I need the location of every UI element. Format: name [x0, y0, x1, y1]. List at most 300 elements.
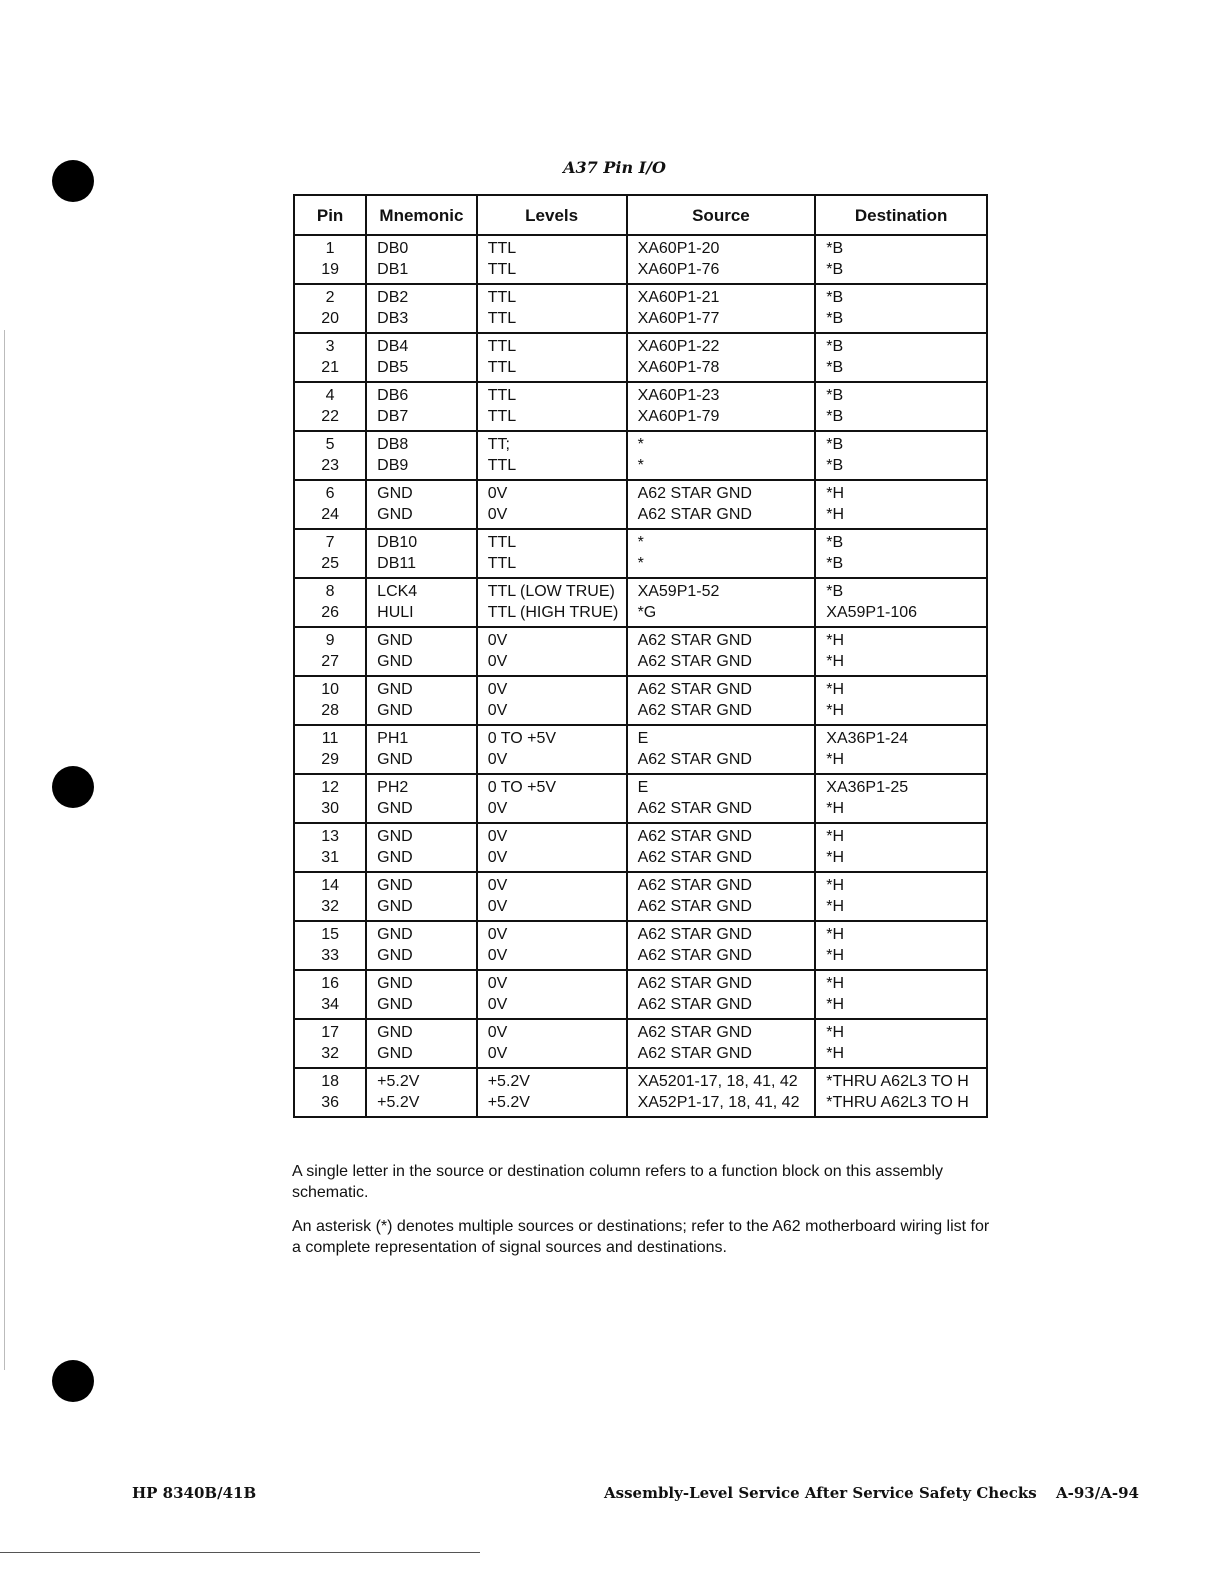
cell-source [627, 872, 816, 921]
cell-destination [815, 284, 987, 333]
cell-destination [815, 431, 987, 480]
source-value: XA59P1-52 [637, 583, 720, 600]
source-value: A62 STAR GND [637, 926, 752, 943]
levels-value: 0V [487, 506, 508, 523]
cell-source [627, 333, 816, 382]
destination-value: *H [826, 996, 845, 1013]
destination-value: *B [826, 457, 844, 474]
source-value: A62 STAR GND [637, 702, 752, 719]
mnemonic-value: DB0 [377, 240, 409, 257]
bottom-rule [0, 1552, 480, 1553]
cell-levels [477, 921, 627, 970]
cell-mnemonic [366, 284, 477, 333]
pin-value: 11 [321, 730, 339, 747]
table-title: A37 Pin I/O [563, 158, 666, 177]
mnemonic-value: PH1 [377, 730, 409, 747]
cell-levels [477, 382, 627, 431]
source-value: A62 STAR GND [637, 632, 752, 649]
mnemonic-value: DB2 [377, 289, 409, 306]
table-row [294, 823, 987, 872]
mnemonic-value: GND [377, 681, 413, 698]
note-asterisk: An asterisk (*) denotes multiple sources or destinations; refer to the A62 motherboard wiring list for a complete representation of signal sources and destinations. [292, 1218, 990, 1256]
levels-value: TTL [487, 261, 517, 278]
footer-section-title: Assembly-Level Service After Service Safety Checks [604, 1484, 1037, 1502]
destination-value: *H [826, 506, 845, 523]
levels-value: TTL [487, 457, 517, 474]
source-value: A62 STAR GND [637, 996, 752, 1013]
cell-pin [294, 627, 366, 676]
pin-value: 3 [325, 338, 335, 355]
levels-value: 0 TO +5V [487, 779, 557, 796]
mnemonic-value: PH2 [377, 779, 409, 796]
cell-source [627, 431, 816, 480]
pin-value: 29 [321, 751, 339, 768]
levels-value: 0V [487, 632, 508, 649]
pin-value: 12 [321, 779, 339, 796]
cell-pin [294, 1068, 366, 1117]
pin-value: 33 [321, 947, 339, 964]
destination-value: *H [826, 632, 845, 649]
table-row [294, 1068, 987, 1117]
pin-value: 21 [321, 359, 339, 376]
header-levels: Levels [477, 195, 627, 235]
pin-value: 8 [325, 583, 335, 600]
levels-value: 0V [487, 877, 508, 894]
source-value: A62 STAR GND [637, 877, 752, 894]
cell-pin [294, 1019, 366, 1068]
pin-value: 34 [321, 996, 339, 1013]
cell-source [627, 627, 816, 676]
cell-mnemonic [366, 921, 477, 970]
levels-value: TTL [487, 555, 517, 572]
table-row [294, 970, 987, 1019]
cell-pin [294, 235, 366, 284]
pin-value: 6 [325, 485, 335, 502]
cell-pin [294, 872, 366, 921]
mnemonic-value: DB1 [377, 261, 409, 278]
pin-value: 32 [321, 898, 339, 915]
destination-value: XA59P1-106 [826, 604, 918, 621]
levels-value: 0V [487, 653, 508, 670]
cell-mnemonic [366, 676, 477, 725]
pin-value: 36 [321, 1094, 339, 1111]
levels-value: TTL [487, 408, 517, 425]
source-value: A62 STAR GND [637, 506, 752, 523]
source-value: A62 STAR GND [637, 751, 752, 768]
source-value: E [637, 779, 649, 796]
destination-value: *H [826, 702, 845, 719]
cell-levels [477, 480, 627, 529]
source-value: * [637, 534, 644, 551]
mnemonic-value: DB9 [377, 457, 409, 474]
cell-source [627, 676, 816, 725]
cell-levels [477, 970, 627, 1019]
cell-mnemonic [366, 627, 477, 676]
pin-value: 9 [325, 632, 335, 649]
cell-levels [477, 1068, 627, 1117]
cell-destination [815, 872, 987, 921]
pin-value: 13 [321, 828, 339, 845]
pin-value: 10 [321, 681, 339, 698]
cell-mnemonic [366, 823, 477, 872]
mnemonic-value: DB3 [377, 310, 409, 327]
cell-levels [477, 235, 627, 284]
levels-value: 0V [487, 1045, 508, 1062]
cell-source [627, 284, 816, 333]
levels-value: +5.2V [487, 1094, 530, 1111]
mnemonic-value: GND [377, 975, 413, 992]
destination-value: *B [826, 555, 844, 572]
levels-value: 0V [487, 898, 508, 915]
levels-value: TT; [487, 436, 510, 453]
destination-value: *B [826, 240, 844, 257]
cell-levels [477, 872, 627, 921]
source-value: XA60P1-21 [637, 289, 720, 306]
mnemonic-value: GND [377, 996, 413, 1013]
cell-levels [477, 823, 627, 872]
pin-value: 23 [321, 457, 339, 474]
levels-value: 0V [487, 947, 508, 964]
cell-destination [815, 235, 987, 284]
cell-destination [815, 627, 987, 676]
mnemonic-value: DB5 [377, 359, 409, 376]
source-value: A62 STAR GND [637, 898, 752, 915]
header-mnemonic: Mnemonic [366, 195, 477, 235]
source-value: * [637, 436, 644, 453]
cell-pin [294, 578, 366, 627]
table-row [294, 284, 987, 333]
cell-destination [815, 676, 987, 725]
binder-hole [52, 1360, 94, 1402]
cell-levels [477, 333, 627, 382]
cell-source [627, 970, 816, 1019]
mnemonic-value: GND [377, 751, 413, 768]
destination-value: *H [826, 828, 845, 845]
destination-value: *B [826, 408, 844, 425]
mnemonic-value: LCK4 [377, 583, 418, 600]
table-row [294, 235, 987, 284]
cell-pin [294, 725, 366, 774]
table-body [294, 235, 987, 1117]
cell-pin [294, 431, 366, 480]
mnemonic-value: GND [377, 828, 413, 845]
pin-value: 31 [321, 849, 339, 866]
levels-value: 0V [487, 751, 508, 768]
cell-mnemonic [366, 1019, 477, 1068]
pin-value: 22 [321, 408, 339, 425]
cell-levels [477, 431, 627, 480]
levels-value: 0V [487, 1024, 508, 1041]
pin-value: 2 [325, 289, 335, 306]
mnemonic-value: GND [377, 947, 413, 964]
page-edge-line [4, 330, 5, 1370]
table-header-row [294, 195, 987, 235]
mnemonic-value: GND [377, 1045, 413, 1062]
levels-value: TTL [487, 310, 517, 327]
mnemonic-value: +5.2V [377, 1094, 420, 1111]
source-value: XA60P1-23 [637, 387, 720, 404]
cell-levels [477, 529, 627, 578]
destination-value: *B [826, 338, 844, 355]
mnemonic-value: GND [377, 926, 413, 943]
levels-value: +5.2V [487, 1073, 530, 1090]
cell-mnemonic [366, 480, 477, 529]
source-value: *G [637, 604, 657, 621]
cell-pin [294, 333, 366, 382]
cell-source [627, 235, 816, 284]
cell-levels [477, 627, 627, 676]
destination-value: *H [826, 926, 845, 943]
cell-levels [477, 578, 627, 627]
cell-source [627, 823, 816, 872]
cell-mnemonic [366, 235, 477, 284]
source-value: A62 STAR GND [637, 947, 752, 964]
destination-value: XA36P1-25 [826, 779, 909, 796]
cell-mnemonic [366, 333, 477, 382]
table-row [294, 333, 987, 382]
source-value: XA5201-17, 18, 41, 42 [637, 1073, 798, 1090]
source-value: A62 STAR GND [637, 1045, 752, 1062]
levels-value: 0 TO +5V [487, 730, 557, 747]
levels-value: TTL [487, 359, 517, 376]
destination-value: *B [826, 387, 844, 404]
cell-levels [477, 676, 627, 725]
source-value: A62 STAR GND [637, 1024, 752, 1041]
destination-value: *B [826, 261, 844, 278]
source-value: A62 STAR GND [637, 653, 752, 670]
cell-source [627, 725, 816, 774]
header-source: Source [627, 195, 816, 235]
table-row [294, 725, 987, 774]
header-destination: Destination [815, 195, 987, 235]
cell-source [627, 1019, 816, 1068]
destination-value: *H [826, 1024, 845, 1041]
table-row [294, 676, 987, 725]
destination-value: *B [826, 310, 844, 327]
table-row [294, 578, 987, 627]
levels-value: 0V [487, 702, 508, 719]
levels-value: TTL (HIGH TRUE) [487, 604, 619, 621]
pin-value: 5 [325, 436, 335, 453]
cell-mnemonic [366, 578, 477, 627]
cell-levels [477, 1019, 627, 1068]
binder-hole [52, 766, 94, 808]
levels-value: 0V [487, 485, 508, 502]
destination-value: *B [826, 583, 844, 600]
destination-value: *H [826, 653, 845, 670]
cell-mnemonic [366, 970, 477, 1019]
cell-pin [294, 676, 366, 725]
cell-levels [477, 774, 627, 823]
cell-mnemonic [366, 1068, 477, 1117]
mnemonic-value: DB8 [377, 436, 409, 453]
cell-destination [815, 529, 987, 578]
cell-destination [815, 1068, 987, 1117]
source-value: A62 STAR GND [637, 828, 752, 845]
levels-value: 0V [487, 681, 508, 698]
cell-source [627, 480, 816, 529]
cell-destination [815, 921, 987, 970]
mnemonic-value: GND [377, 898, 413, 915]
source-value: XA60P1-78 [637, 359, 720, 376]
cell-source [627, 578, 816, 627]
cell-destination [815, 774, 987, 823]
source-value: * [637, 555, 644, 572]
levels-value: 0V [487, 926, 508, 943]
source-value: XA60P1-77 [637, 310, 720, 327]
cell-source [627, 921, 816, 970]
pin-value: 14 [321, 877, 339, 894]
cell-mnemonic [366, 872, 477, 921]
cell-destination [815, 1019, 987, 1068]
destination-value: *B [826, 534, 844, 551]
levels-value: 0V [487, 828, 508, 845]
levels-value: TTL [487, 338, 517, 355]
table-row [294, 872, 987, 921]
levels-value: TTL [487, 240, 517, 257]
cell-pin [294, 382, 366, 431]
pin-value: 20 [321, 310, 339, 327]
cell-destination [815, 725, 987, 774]
cell-destination [815, 333, 987, 382]
cell-pin [294, 970, 366, 1019]
pin-value: 7 [325, 534, 335, 551]
cell-levels [477, 725, 627, 774]
mnemonic-value: GND [377, 702, 413, 719]
levels-value: TTL [487, 387, 517, 404]
destination-value: *H [826, 1045, 845, 1062]
destination-value: *B [826, 289, 844, 306]
table-row [294, 382, 987, 431]
cell-pin [294, 823, 366, 872]
source-value: * [637, 457, 644, 474]
header-pin: Pin [294, 195, 366, 235]
destination-value: *H [826, 975, 845, 992]
mnemonic-value: GND [377, 849, 413, 866]
mnemonic-value: GND [377, 506, 413, 523]
destination-value: *H [826, 898, 845, 915]
pin-io-table [293, 194, 988, 1118]
destination-value: *H [826, 877, 845, 894]
mnemonic-value: GND [377, 800, 413, 817]
cell-pin [294, 921, 366, 970]
table-row [294, 529, 987, 578]
mnemonic-value: GND [377, 1024, 413, 1041]
cell-pin [294, 774, 366, 823]
levels-value: TTL (LOW TRUE) [487, 583, 615, 600]
levels-value: 0V [487, 800, 508, 817]
destination-value: *H [826, 800, 845, 817]
pin-value: 27 [321, 653, 339, 670]
destination-value: *H [826, 751, 845, 768]
destination-value: *THRU A62L3 TO H [826, 1073, 969, 1090]
pin-value: 17 [321, 1024, 339, 1041]
table-row [294, 431, 987, 480]
mnemonic-value: DB4 [377, 338, 409, 355]
source-value: A62 STAR GND [637, 975, 752, 992]
cell-destination [815, 480, 987, 529]
mnemonic-value: HULI [377, 604, 414, 621]
cell-source [627, 382, 816, 431]
cell-source [627, 1068, 816, 1117]
cell-destination [815, 970, 987, 1019]
pin-value: 28 [321, 702, 339, 719]
levels-value: 0V [487, 996, 508, 1013]
destination-value: *B [826, 359, 844, 376]
cell-source [627, 529, 816, 578]
mnemonic-value: DB7 [377, 408, 409, 425]
pin-value: 25 [321, 555, 339, 572]
cell-destination [815, 382, 987, 431]
mnemonic-value: DB6 [377, 387, 409, 404]
source-value: XA60P1-76 [637, 261, 720, 278]
pin-value: 15 [321, 926, 339, 943]
cell-destination [815, 578, 987, 627]
source-value: E [637, 730, 649, 747]
levels-value: 0V [487, 849, 508, 866]
source-value: XA52P1-17, 18, 41, 42 [637, 1094, 800, 1111]
cell-mnemonic [366, 382, 477, 431]
mnemonic-value: GND [377, 485, 413, 502]
source-value: XA60P1-20 [637, 240, 720, 257]
cell-pin [294, 529, 366, 578]
pin-value: 19 [321, 261, 339, 278]
mnemonic-value: GND [377, 877, 413, 894]
table-row [294, 627, 987, 676]
pin-value: 32 [321, 1045, 339, 1062]
cell-mnemonic [366, 725, 477, 774]
destination-value: *B [826, 436, 844, 453]
source-value: XA60P1-79 [637, 408, 720, 425]
table-row [294, 921, 987, 970]
mnemonic-value: +5.2V [377, 1073, 420, 1090]
footer-page-number: A-93/A-94 [1056, 1484, 1139, 1502]
pin-value: 30 [321, 800, 339, 817]
pin-value: 16 [321, 975, 339, 992]
pin-value: 1 [325, 240, 335, 257]
table-row [294, 480, 987, 529]
destination-value: *H [826, 849, 845, 866]
destination-value: *H [826, 485, 845, 502]
destination-value: *H [826, 947, 845, 964]
note-single-letter: A single letter in the source or destination column refers to a function block on this assembly schematic. [292, 1163, 944, 1201]
cell-pin [294, 284, 366, 333]
pin-value: 24 [321, 506, 339, 523]
pin-value: 18 [321, 1073, 339, 1090]
levels-value: TTL [487, 534, 517, 551]
cell-mnemonic [366, 529, 477, 578]
mnemonic-value: DB10 [377, 534, 418, 551]
levels-value: 0V [487, 975, 508, 992]
cell-pin [294, 480, 366, 529]
mnemonic-value: GND [377, 653, 413, 670]
cell-levels [477, 284, 627, 333]
table-row [294, 1019, 987, 1068]
cell-mnemonic [366, 431, 477, 480]
cell-destination [815, 823, 987, 872]
mnemonic-value: GND [377, 632, 413, 649]
levels-value: TTL [487, 289, 517, 306]
destination-value: *H [826, 681, 845, 698]
source-value: XA60P1-22 [637, 338, 720, 355]
cell-mnemonic [366, 774, 477, 823]
source-value: A62 STAR GND [637, 681, 752, 698]
source-value: A62 STAR GND [637, 849, 752, 866]
source-value: A62 STAR GND [637, 800, 752, 817]
mnemonic-value: DB11 [377, 555, 417, 572]
table-row [294, 774, 987, 823]
footer-model: HP 8340B/41B [132, 1484, 257, 1502]
